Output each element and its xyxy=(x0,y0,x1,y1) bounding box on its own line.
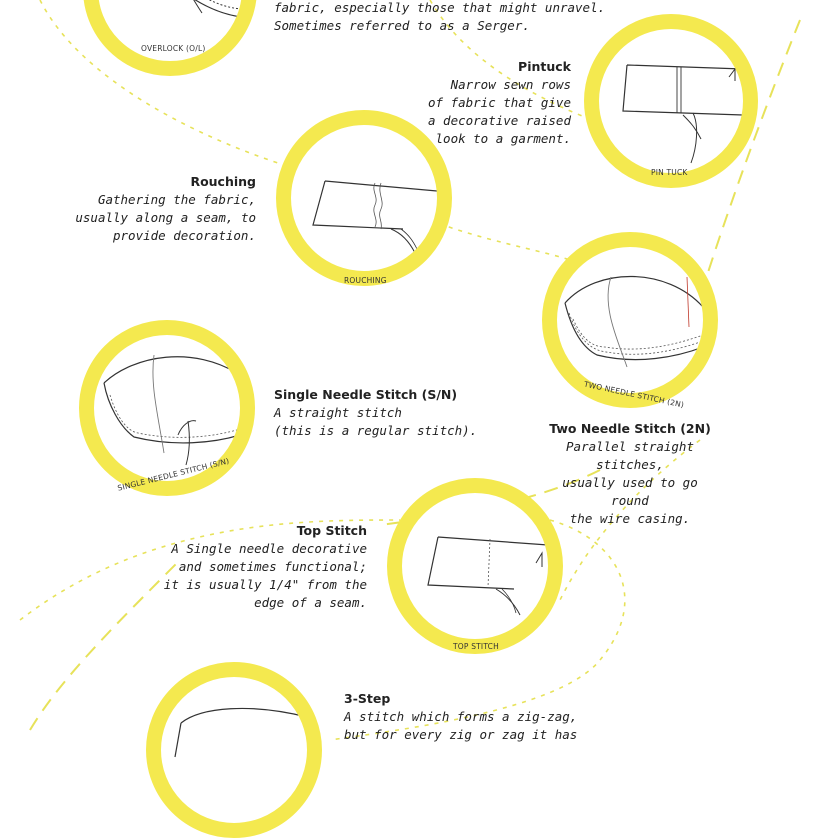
three-step-line-1: A stitch which forms a zig-zag, xyxy=(344,709,578,724)
single-needle-description xyxy=(274,386,477,440)
single-needle-line-1: A straight stitch xyxy=(274,405,402,420)
rouching-circle xyxy=(276,110,452,286)
overlock-label: OVERLOCK (O/L) xyxy=(141,44,206,53)
two-needle-illustration xyxy=(557,247,703,393)
two-needle-line-1: Parallel straight stitches, xyxy=(566,439,694,472)
two-needle-description xyxy=(545,420,715,528)
top-stitch-illustration xyxy=(402,493,548,639)
three-step-description xyxy=(344,690,577,744)
pintuck-line-3: a decorative raised xyxy=(428,113,571,128)
rouching-line-2: usually along a seam, to xyxy=(75,210,256,225)
rouching-line-1: Gathering the fabric, xyxy=(97,192,256,207)
overlock-line-1: fabric, especially those that might unravel. xyxy=(274,0,606,15)
rouching-label: ROUCHING xyxy=(344,276,387,285)
pintuck-label: PIN TUCK xyxy=(651,168,688,177)
two-needle-label: TWO NEEDLE STITCH (2N) xyxy=(583,379,685,410)
pintuck-illustration xyxy=(599,29,743,173)
three-step-line-2: but for every zig or zag it has xyxy=(344,727,578,742)
top-stitch-line-1: A Single needle decorative xyxy=(171,541,367,556)
pintuck-line-2: of fabric that give xyxy=(428,95,571,110)
single-needle-title: Single Needle Stitch (S/N) xyxy=(274,387,458,402)
rouching-description xyxy=(75,173,256,245)
top-stitch-description xyxy=(164,522,367,612)
three-step-illustration xyxy=(161,677,307,823)
top-stitch-title: Top Stitch xyxy=(296,523,367,538)
pintuck-line-4: look to a garment. xyxy=(435,131,571,146)
rouching-title: Rouching xyxy=(190,174,256,189)
three-step-title: 3-Step xyxy=(344,691,391,706)
overlock-description xyxy=(274,0,605,35)
pintuck-title: Pintuck xyxy=(518,59,571,74)
top-stitch-circle xyxy=(387,478,563,654)
single-needle-line-2: (this is a regular stitch). xyxy=(274,423,478,438)
pintuck-description xyxy=(428,58,571,148)
two-needle-title: Two Needle Stitch (2N) xyxy=(549,421,711,436)
two-needle-line-3: the wire casing. xyxy=(569,511,691,526)
pintuck-circle xyxy=(584,14,758,188)
rouching-illustration xyxy=(291,125,437,271)
single-needle-circle xyxy=(79,320,255,496)
top-stitch-line-4: edge of a seam. xyxy=(254,595,367,610)
top-stitch-label: TOP STITCH xyxy=(453,642,499,651)
top-stitch-line-2: and sometimes functional; xyxy=(178,559,367,574)
top-stitch-line-3: it is usually 1/4" from the xyxy=(163,577,367,592)
two-needle-circle xyxy=(542,232,718,408)
pintuck-line-1: Narrow sewn rows xyxy=(450,77,571,92)
three-step-circle xyxy=(146,662,322,838)
rouching-line-3: provide decoration. xyxy=(113,228,256,243)
overlock-line-2: Sometimes referred to as a Serger. xyxy=(274,18,530,33)
single-needle-label: SINGLE NEEDLE STITCH (S/N) xyxy=(116,456,231,493)
two-needle-line-2: usually used to go round xyxy=(562,475,698,508)
